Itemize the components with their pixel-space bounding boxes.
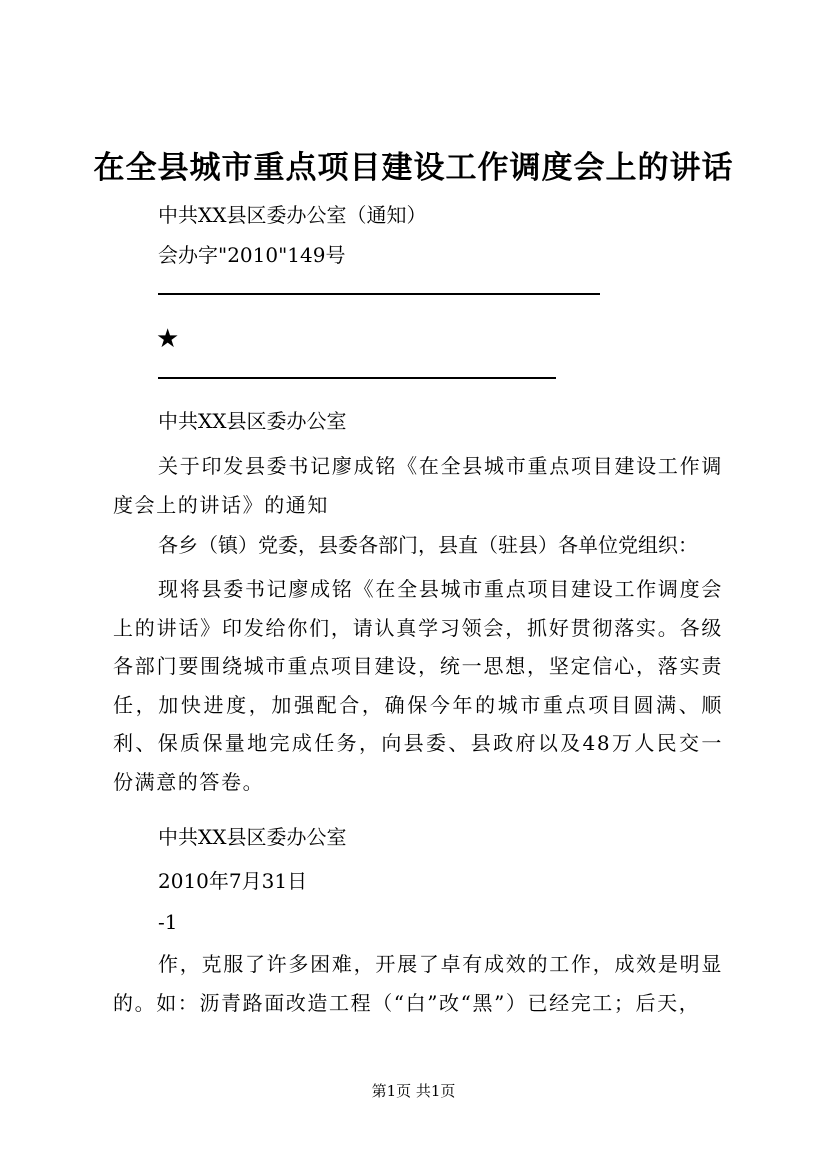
subject-paragraph: 关于印发县委书记廖成铭《在全县城市重点项目建设工作调度会上的讲话》的通知 xyxy=(113,454,723,517)
issuer-line: 中共XX县区委办公室（通知） xyxy=(158,203,427,227)
sender-line: 中共XX县区委办公室 xyxy=(158,409,347,433)
bottom-rule xyxy=(158,377,556,379)
continuation-paragraph: 作，克服了许多困难，开展了卓有成效的工作，成效是明显的。如：沥青路面改造工程（“白”改“黑”）已经完工；后天， xyxy=(113,952,723,1015)
addressee-line: 各乡（镇）党委，县委各部门，县直（驻县）各单位党组织： xyxy=(158,533,698,557)
page-footer: 第1页 共1页 xyxy=(371,1082,456,1100)
document-number: 会办字"2010"149号 xyxy=(158,243,346,267)
date-line: 2010年7月31日 xyxy=(158,869,308,893)
page-mark: -1 xyxy=(158,910,178,934)
signature-line: 中共XX县区委办公室 xyxy=(158,825,347,849)
content-paragraph: 现将县委书记廖成铭《在全县城市重点项目建设工作调度会上的讲话》印发给你们，请认真学习领会，抓好贯彻落实。各级各部门要围绕城市重点项目建设，统一思想，坚定信心，落实责任，加快进度，加强配合，确保今年的城市重点项目圆满、顺利、保质保量地完成任务，向县委、县政府以及48万人民交一份满意的答卷。 xyxy=(113,577,723,794)
top-rule xyxy=(158,293,600,295)
star-icon: ★ xyxy=(156,324,180,354)
document-title: 在全县城市重点项目建设工作调度会上的讲话 xyxy=(93,150,734,186)
